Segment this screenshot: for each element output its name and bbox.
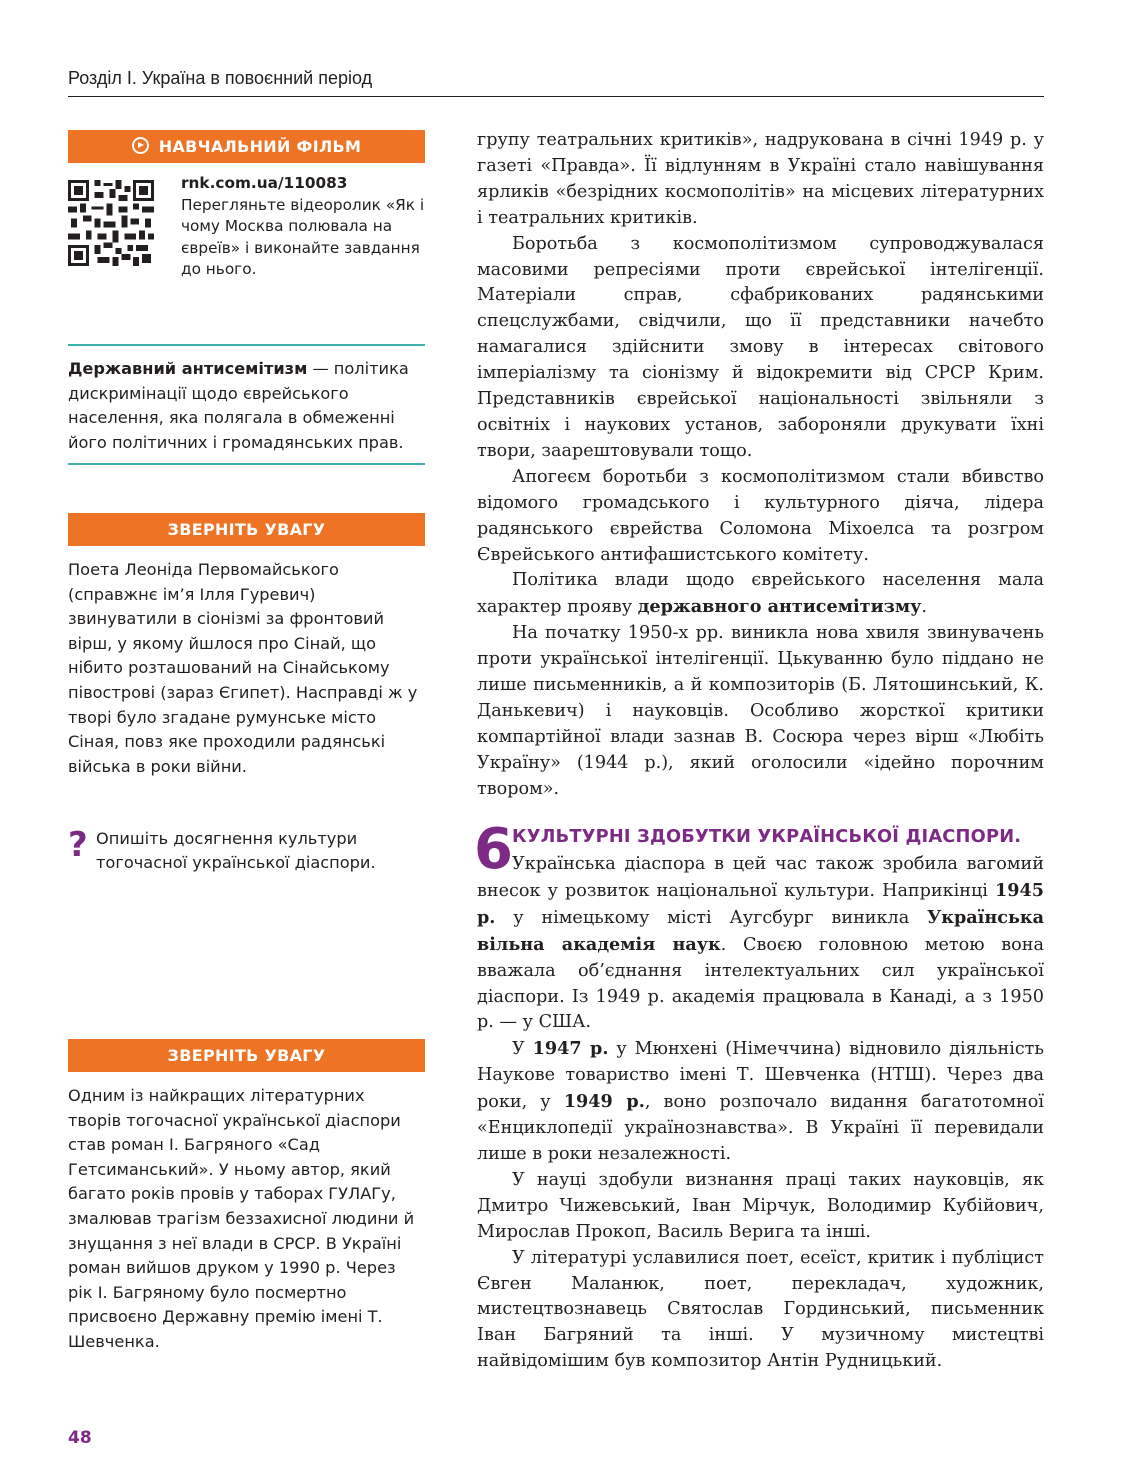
play-icon <box>132 137 149 154</box>
paragraph: Боротьба з космополітизмом супроводжувалася масовими репресіями проти єврейської інтелігенції. Матеріали справ, сфабрикованих радянськими спецслужбами, свідчили, що її представники начебто намагалися здійснити змову в інтересах світового імперіалізму та сіонізму й відокремити від СРСР Крим. Представників єврейської національності звільняли з освітніх і наукових установ, забороняли друкувати їхні твори, заарештовували тощо. <box>477 233 1044 461</box>
text-run: , воно розпочало видання багатотомної «Енциклопедії українознавства». В Україні її перевидали лише в роки незалежності. <box>477 1092 1044 1164</box>
text-run: . <box>921 597 927 618</box>
paragraph: групу театральних критиків», надрукована в січні 1949 р. у газеті «Правда». Її відлунням в Україні стало навішування ярликів «безрідних космополітів» на місцевих літературних і театральних критиків. <box>477 130 1044 228</box>
film-box-title-text: НАВЧАЛЬНИЙ ФІЛЬМ <box>158 137 362 156</box>
paragraph: Апогеєм боротьби з космополітизмом стали вбивство відомого громадського і культурного діяча, лідера радянського єврейства Соломона Міхоелса та розгром Єврейського антифашистського комітету. <box>477 466 1044 565</box>
section-number: 6 <box>474 817 513 882</box>
text-run: у німецькому місті Аугсбург виникла <box>495 907 927 928</box>
main-text-section6 <box>477 852 1044 1375</box>
film-description: Перегляньте відеоролик «Як і чому Москва полювала на євреїв» і виконайте завдання до нього. <box>181 195 425 278</box>
attention-title-1: ЗВЕРНІТЬ УВАГУ <box>68 513 425 546</box>
paragraph <box>477 1036 1044 1168</box>
chapter-header: Розділ І. Україна в повоєнний період <box>68 68 373 88</box>
attention-text-2: Одним із найкращих літературних творів тогочасної української діаспори став роман І. Багряного «Сад Гетсиманський». У ньому автор, який багато років провів у таборах ГУЛАГу, змалював трагізм беззахисної людини й знущання з неї влади в СРСР. В Україні роман вийшов друком у 1990 р. Через рік І. Багряному було посмертно присвоєно Державну премію імені Т. Шевченка. <box>68 1086 415 1351</box>
paragraph: У науці здобули визнання праці таких науковців, як Дмитро Чижевський, Іван Мірчук, Володимир Кубійович, Мирослав Прокоп, Василь Верига та інші. <box>477 1169 1044 1242</box>
paragraph <box>477 852 1044 1036</box>
qr-code-icon[interactable] <box>68 180 154 266</box>
text-run: Політика влади щодо єврейського населення мала характер прояву <box>477 570 1044 618</box>
definition-box <box>68 357 425 455</box>
film-link[interactable]: rnk.com.ua/110083 <box>181 174 348 192</box>
text-run: . Своєю головною метою вона вважала об’єднання інтелектуальних сил української діаспори. Із 1949 р. академія працювала в Канаді, а з 1950 р. — у США. <box>477 934 1044 1033</box>
bold-term: 1949 р. <box>563 1091 645 1113</box>
paragraph <box>477 568 1044 621</box>
text-run: у Мюнхені (Німеччина) відновило діяльність Наукове товариство імені Т. Шевченка (НТШ). Через два роки, у <box>477 1039 1044 1113</box>
question-text: Опишіть досягнення культури тогочасної української діаспори. <box>96 829 376 872</box>
text-run: У <box>512 1039 533 1060</box>
definition-text: — політика дискримінації щодо єврейського населення, яка полягала в обмеженні його політичних і громадянських прав. <box>68 359 409 452</box>
bold-term: 1945 р. <box>477 879 1044 928</box>
bold-term: державного антисемітизму <box>637 596 922 618</box>
paragraph: У літературі уславилися поет, есеїст, критик і публіцист Євген Маланюк, поет, перекладач, художник, мистецтвознавець Святослав Гординський, письменник Іван Багряний та інші. У музичному мистецтві найвідомішим був композитор Антін Рудницький. <box>477 1247 1044 1372</box>
section-title: КУЛЬТУРНІ ЗДОБУТКИ УКРАЇНСЬКОЇ ДІАСПОРИ. <box>512 826 1022 847</box>
page-number: 48 <box>68 1428 92 1448</box>
attention-title-2: ЗВЕРНІТЬ УВАГУ <box>68 1039 425 1072</box>
attention-text-1: Поета Леоніда Первомайського (справжнє ім’я Ілля Гуревич) звинуватили в сіонізмі за фронтовий вірш, у якому йшлося про Сінай, що нібито розташований на Сінайському півострові (зараз Єгипет). Насправді ж у творі було згадане румунське місто Сіная, повз яке проходили радянські війська в роки війни. <box>68 560 418 776</box>
definition-bottom-rule <box>68 463 425 465</box>
definition-top-rule <box>68 344 425 346</box>
bold-term: Українська вільна академія наук <box>477 906 1044 955</box>
film-box-title <box>68 130 425 163</box>
definition-term: Державний антисемітизм <box>68 359 308 378</box>
header-divider <box>68 96 1044 97</box>
bold-term: 1947 р. <box>532 1038 609 1060</box>
text-run: Українська діаспора в цей час також зробила вагомий внесок у розвиток національної культури. Наприкінці <box>477 854 1044 901</box>
main-text-upper <box>477 128 1044 803</box>
film-box-body <box>181 173 431 281</box>
paragraph: На початку 1950-х рр. виникла нова хвиля звинувачень проти української інтелігенції. Цькуванню було піддано не лише письменників, а й композиторів (Б. Лятошинський, К. Данькевич) і науковців. Особливо жорсткої критики компартійної влади зазнав В. Сосюра через вірш «Любіть Україну» (1944 р.), який оголосили «ідейно порочним твором». <box>477 623 1044 799</box>
question-icon: ? <box>68 825 88 865</box>
